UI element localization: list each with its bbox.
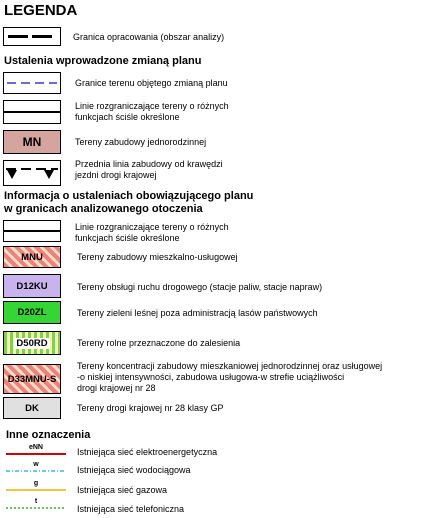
d20zl-swatch (3, 301, 61, 324)
section2-item-5-label: Tereny rolne przeznaczone do zalesienia (77, 338, 241, 348)
existing-demarcation-symbol (3, 220, 61, 242)
d33mnu-s-swatch (3, 364, 61, 394)
section3-item-3-label: Istniejąca sieć gazowa (77, 485, 168, 495)
d20zl-code: D20ZL (17, 307, 47, 318)
section2-item-6-line3: drogi krajowej nr 28 (77, 383, 156, 393)
dk-code: DK (25, 402, 39, 414)
boundary-label: Granica opracowania (obszar analizy) (73, 32, 225, 42)
section1-item-2-line1: Linie rozgraniczające tereny o różnych (75, 101, 229, 111)
d12ku-swatch (3, 274, 61, 298)
section1-item-2-line2: funkcjach ściśle określone (75, 112, 180, 122)
power-line-symbol (6, 444, 66, 458)
section2-item-7-label: Tereny drogi krajowej nr 28 klasy GP (77, 403, 224, 413)
plan-change-boundary-symbol (3, 72, 61, 94)
dk-swatch (3, 397, 61, 419)
building-line-symbol (3, 160, 61, 186)
section3-item-1-label: Istniejąca sieć elektroenergetyczna (77, 447, 218, 457)
mnu-swatch (3, 246, 61, 268)
gas-line-symbol (6, 480, 66, 494)
telephone-line-code: t (34, 498, 38, 505)
section2-item-6-line1: Tereny koncentracji zabudowy mieszkaniowej jednorodzinnej oraz usługowej (77, 361, 383, 371)
section3-item-4-label: Istniejąca sieć telefoniczna (77, 504, 185, 514)
d50rd-swatch (3, 331, 61, 355)
section1-item-3-label: Tereny zabudowy jednorodzinnej (75, 137, 207, 147)
section2-heading-line2: w granicach analizowanego otoczenia (4, 203, 203, 215)
section3-heading: Inne oznaczenia (6, 429, 91, 441)
d12ku-code: D12KU (16, 280, 48, 292)
power-line-code: eNN (28, 444, 43, 451)
section1-heading: Ustalenia wprowadzone zmianą planu (4, 55, 202, 67)
section3-item-2-label: Istniejąca sieć wodociągowa (77, 465, 191, 475)
mnu-code: MNU (21, 251, 43, 263)
section2-item-3-label: Tereny obsługi ruchu drogowego (stacje paliw, stacje napraw) (77, 282, 323, 292)
gas-line-code: g (33, 480, 39, 487)
section2-item-1-line2: funkcjach ściśle określone (75, 233, 180, 243)
legend-title: LEGENDA (4, 2, 78, 19)
d33mnu-s-code: D33MNU-S (7, 373, 57, 385)
section2-item-4-label: Tereny zieleni leśnej poza administracją lasów państwowych (77, 308, 318, 318)
demarcation-line-symbol (3, 100, 61, 124)
d50rd-code: D50RD (16, 337, 48, 349)
section2-item-2-label: Tereny zabudowy mieszkalno-usługowej (77, 252, 238, 262)
mn-swatch (3, 130, 61, 154)
mn-code: MN (22, 135, 42, 149)
section1-item-4-line1: Przednia linia zabudowy od krawędzi (75, 159, 223, 169)
water-line-symbol (6, 461, 66, 475)
water-line-code: w (33, 461, 39, 468)
section1-item-1-label: Granice terenu objętego zmianą planu (75, 78, 228, 88)
telephone-line-symbol (6, 498, 66, 512)
section2-item-6-line2: -o niskiej intensywności, zabudowa usługowa-w strefie uciążliwości (77, 372, 345, 382)
section1-item-4-line2: jezdni drogi krajowej (75, 170, 157, 180)
boundary-symbol (3, 27, 61, 46)
section2-item-1-line1: Linie rozgraniczające tereny o różnych (75, 222, 229, 232)
section2-heading-line1: Informacja o ustaleniach obowiązującego planu (4, 190, 254, 202)
